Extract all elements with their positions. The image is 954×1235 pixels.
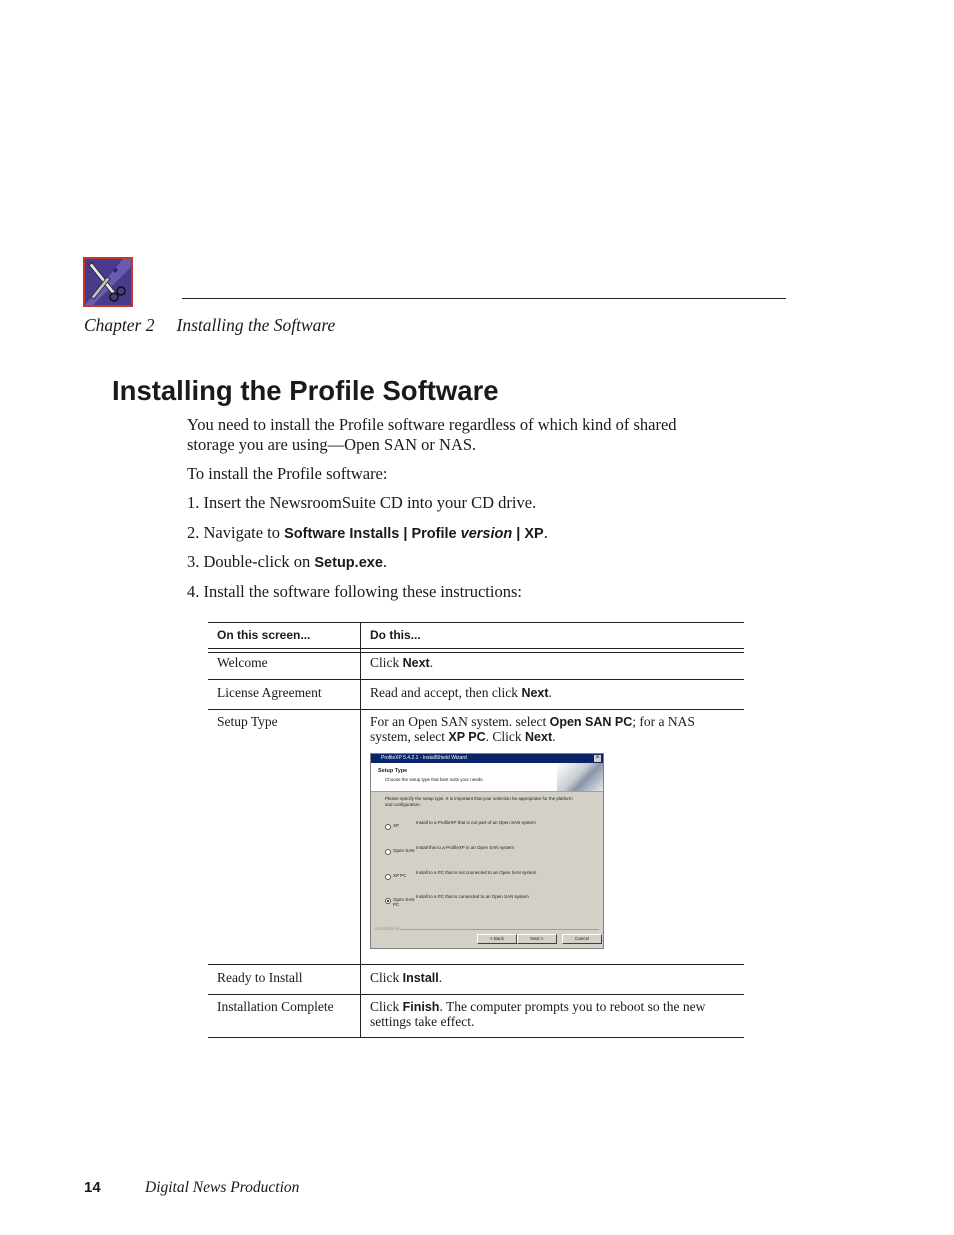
wizard-brand: InstallShield [375,926,400,931]
table-row-screen: License Agreement [217,685,322,700]
wizard-title: ProfileXP 5.4.2.1 - InstallShield Wizard [381,755,467,761]
intro-line: You need to install the Profile software regardless of which kind of shared [187,415,677,434]
ui-filename: Setup.exe [314,555,383,571]
wizard-footer-rule [375,929,599,930]
action-line [370,1000,738,1015]
step-text: Install the software following these instructions: [203,582,522,601]
table-rule [208,652,744,653]
option-label: Open SAN PC [393,897,415,907]
action-text: Click [370,999,403,1014]
chapter-heading [84,315,335,336]
action-text: . Click [485,728,526,744]
table-row-screen: Ready to Install [217,970,303,985]
page-number: 14 [84,1179,101,1196]
step-number: 3. [187,552,200,571]
setup-option-xp-pc [385,870,595,887]
action-line: settings take effect. [370,1013,475,1029]
table-rule [208,648,744,649]
ui-path-version: version [460,526,513,542]
action-text: . [438,970,443,985]
ui-label: Open SAN PC [549,715,633,729]
header-rule [182,298,786,299]
table-rule [208,994,744,995]
wizard-header [371,763,603,792]
table-row-action [370,715,738,744]
book-title: Digital News Production [145,1179,300,1196]
action-text: . [548,685,552,700]
intro-paragraph [187,415,677,454]
wizard-back-button: < Back [477,934,517,944]
step-text: Navigate to [203,523,285,542]
action-text: Read and accept, then click [370,685,522,700]
intro-line: storage you are using—Open SAN or NAS. [187,434,477,454]
radio-icon [385,849,391,855]
table-row-action [370,656,738,671]
setup-option-xp [385,820,595,837]
table-row-action [370,971,738,986]
radio-icon [385,824,391,830]
action-text: . [552,728,556,744]
table-row-action [370,686,738,701]
step-4 [187,582,522,602]
setup-type-wizard-screenshot [370,753,604,949]
wizard-header-subtitle: Choose the setup type that best suits your needs. [385,777,484,782]
ui-label: Finish [402,1000,440,1014]
table-rule [208,964,744,965]
option-label: Open SAN [393,848,415,853]
wizard-header-title: Setup Type [378,768,408,774]
wizard-prompt: Please specify the setup type. It is important that your selection be appropriate for the platform and configuration. [385,796,573,807]
ui-label: Next [525,729,553,744]
close-icon: × [595,755,600,761]
ui-path [284,526,544,542]
table-row-action [370,1000,738,1029]
ui-path-part: Software Installs | Profile [284,526,461,542]
table-rule [208,679,744,680]
step-number: 4. [187,582,200,601]
option-description: Install to a PC that is not connected to an Open SAN system [416,870,537,875]
step-3 [187,552,387,574]
chapter-title: Installing the Software [176,315,336,335]
setup-option-open-san-pc [385,894,595,911]
wizard-next-button: Next > [517,934,557,944]
step-text: Double-click on [203,552,315,571]
step-punct: . [543,523,548,542]
chapter-logo-icon [83,257,133,307]
table-row-screen: Installation Complete [217,999,334,1014]
table-header-action: Do this... [370,628,421,642]
option-description: Install to a ProfileXP that is not part of an Open SAN system [416,820,536,825]
table-rule [208,1037,744,1038]
chapter-label: Chapter 2 [84,315,155,335]
action-text: Click [370,655,403,670]
action-line [370,715,738,730]
option-label: XP PC [393,873,407,878]
step-number: 1. [187,493,200,512]
step-text: Insert the NewsroomSuite CD into your CD drive. [203,493,537,512]
option-description: Install this to a ProfileXP in an Open SAN system [416,845,514,850]
ui-label: Next [402,656,430,670]
option-description: Install to a PC that is connected to an Open SAN system [416,894,529,899]
option-label: XP [393,823,400,828]
radio-icon [385,874,391,880]
section-title: Installing the Profile Software [112,375,499,406]
step-1 [187,493,536,513]
ui-label: Next [521,686,549,700]
table-row-screen: Welcome [217,655,268,670]
ui-path-part: | XP [512,526,544,542]
table-column-divider [360,622,361,1037]
wizard-header-art-icon [557,763,603,791]
table-row-screen: Setup Type [217,714,278,729]
procedure-lead: To install the Profile software: [187,464,388,483]
table-rule [208,709,744,710]
step-2 [187,523,548,545]
table-rule [208,622,744,623]
ui-label: Install [402,971,439,985]
wizard-titlebar [371,754,603,763]
action-text: . The computer prompts you to reboot so the new [439,999,706,1014]
setup-option-open-san [385,845,595,862]
action-text: system, select [370,728,449,744]
wizard-cancel-button: Cancel [562,934,602,944]
radio-selected-icon [385,898,391,904]
action-text: For an Open SAN system. select [370,714,550,729]
step-punct: . [382,552,388,571]
table-header-screen: On this screen... [217,628,311,642]
step-number: 2. [187,523,200,542]
action-text: ; for a NAS [632,714,695,729]
action-line [370,730,738,745]
action-text: . [429,655,434,670]
ui-label: XP PC [448,729,486,744]
action-text: Click [370,970,403,985]
